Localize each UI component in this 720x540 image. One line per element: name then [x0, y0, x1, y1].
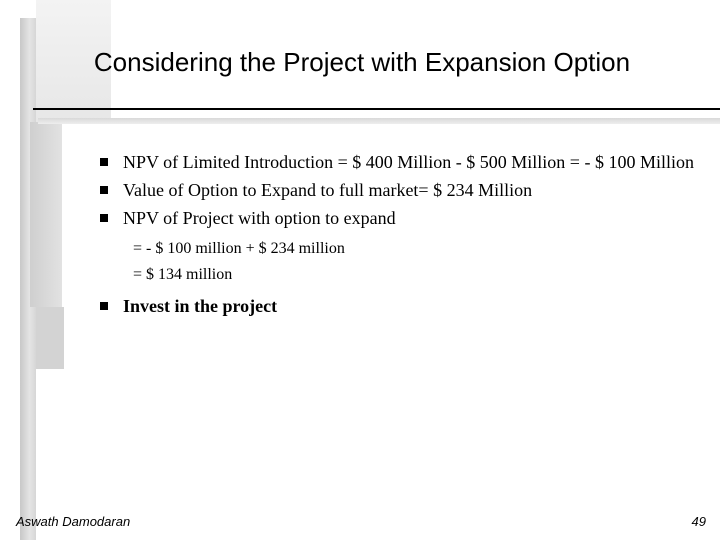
bullet-text: Value of Option to Expand to full market= $ 234 Million [123, 180, 533, 200]
bullet-square-icon [100, 158, 108, 166]
bullet-item [98, 150, 698, 174]
sub-items [98, 236, 698, 288]
decorative-bar [30, 122, 62, 307]
sub-line: = - $ 100 million + $ 234 million [133, 240, 345, 257]
bullet-text: NPV of Limited Introduction = $ 400 Million - $ 500 Million = - $ 100 Million [123, 152, 694, 172]
bullet-square-icon [100, 214, 108, 222]
bullet-text: Invest in the project [123, 296, 278, 316]
decorative-bar [38, 118, 720, 124]
sub-line: = $ 134 million [133, 266, 233, 283]
bullet-item [98, 294, 698, 318]
page-number: 49 [691, 514, 706, 529]
slide-body [98, 150, 698, 322]
bullet-item [98, 206, 698, 230]
bullet-text: NPV of Project with option to expand [123, 208, 396, 228]
bullet-square-icon [100, 302, 108, 310]
bullet-square-icon [100, 186, 108, 194]
decorative-bar [36, 307, 64, 369]
title-divider [33, 108, 720, 110]
bullet-item [98, 178, 698, 202]
footer-author: Aswath Damodaran [16, 514, 131, 529]
slide-title: Considering the Project with Expansion Option [93, 47, 631, 77]
